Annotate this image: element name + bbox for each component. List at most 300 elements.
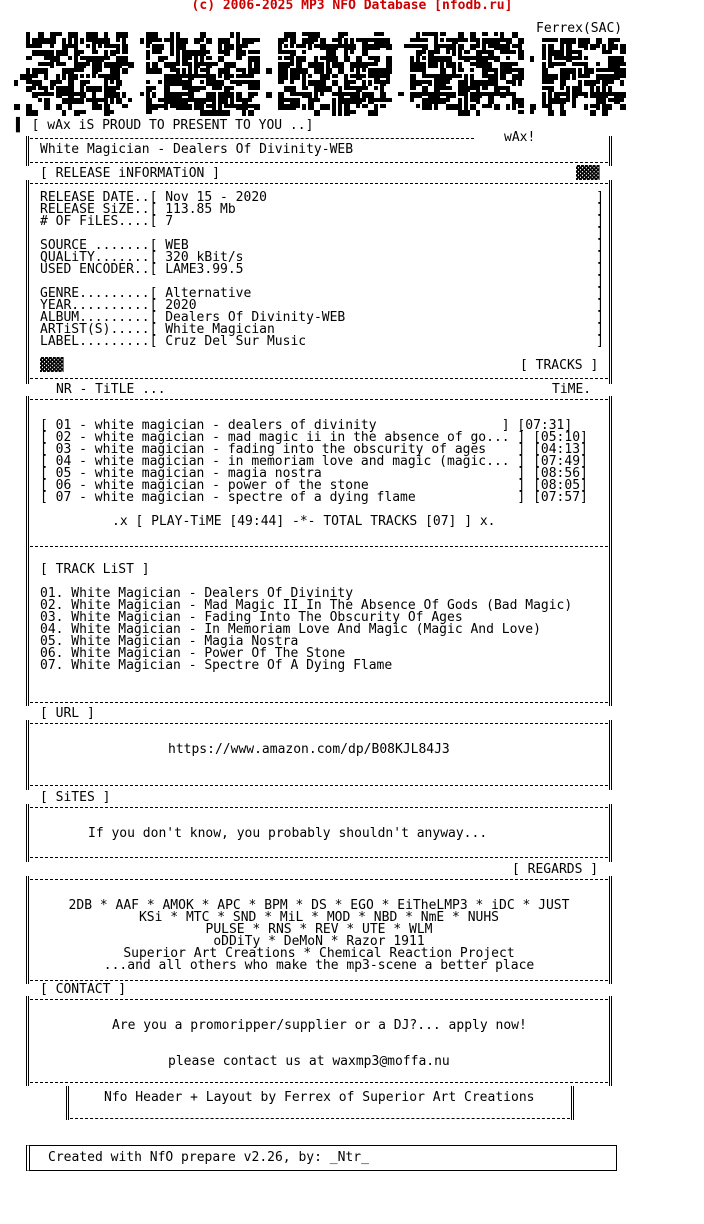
logo-pixel [494, 86, 500, 92]
logo-pixel [476, 110, 480, 116]
logo-pixel [434, 56, 440, 62]
logo-pixel [578, 86, 582, 92]
logo-pixel [446, 98, 450, 102]
logo-pixel [224, 74, 230, 80]
logo-pixel [542, 74, 548, 80]
logo-pixel [518, 98, 524, 104]
logo-pixel [518, 110, 524, 114]
logo-pixel [620, 98, 624, 102]
logo-pixel [188, 98, 194, 102]
logo-pixel [362, 68, 366, 72]
logo-pixel [146, 98, 152, 104]
logo-pixel [320, 86, 326, 92]
logo-pixel [590, 44, 596, 50]
logo-pixel [356, 56, 362, 62]
logo-pixel [248, 50, 254, 54]
logo-pixel [422, 98, 428, 104]
logo-pixel [62, 86, 68, 92]
logo-pixel [410, 86, 416, 90]
logo-pixel [104, 62, 110, 68]
logo-pixel [542, 92, 546, 98]
logo-pixel [608, 92, 614, 96]
url-link[interactable]: https://www.amazon.com/dp/B08KJL84J3 [168, 742, 450, 757]
logo-pixel [236, 68, 242, 72]
logo-pixel [590, 92, 596, 98]
logo-pixel [212, 62, 218, 66]
logo-pixel [584, 74, 590, 78]
logo-pixel [104, 44, 110, 48]
logo-pixel [470, 104, 476, 110]
logo-pixel [296, 74, 300, 80]
logo-pixel [476, 50, 482, 56]
logo-pixel [116, 50, 120, 54]
logo-pixel [176, 38, 182, 44]
bracket-close: ] [596, 226, 604, 241]
logo-pixel [614, 68, 620, 74]
logo-pixel [488, 62, 492, 68]
logo-pixel [458, 50, 462, 56]
logo-pixel [206, 56, 212, 60]
logo-pixel [368, 74, 374, 78]
logo-pixel [620, 56, 624, 62]
logo-pixel [212, 98, 216, 104]
logo-pixel [572, 104, 576, 108]
logo-pixel [572, 98, 576, 104]
logo-pixel [308, 104, 314, 110]
logo-pixel [164, 80, 170, 86]
regards-line: ...and all others who make the mp3-scene a better place [103, 958, 535, 973]
logo-pixel [146, 62, 150, 68]
logo-pixel [296, 68, 302, 74]
logo-pixel [338, 32, 344, 38]
logo-pixel [488, 50, 494, 56]
logo-pixel [152, 50, 158, 54]
logo-pixel [80, 38, 84, 44]
logo-pixel [182, 104, 188, 110]
regards-frame-left [26, 876, 29, 984]
logo-pixel [92, 86, 98, 92]
logo-pixel [68, 38, 72, 44]
logo-pixel [98, 86, 102, 92]
logo-pixel [86, 86, 92, 92]
logo-pixel [446, 104, 452, 110]
logo-pixel [590, 104, 596, 108]
logo-pixel [236, 104, 242, 110]
logo-pixel [572, 92, 578, 98]
logo-pixel [362, 62, 368, 68]
logo-pixel [500, 62, 506, 68]
logo-pixel [548, 44, 554, 50]
logo-pixel [554, 56, 560, 60]
logo-pixel [32, 80, 38, 86]
logo-pixel [284, 32, 290, 38]
logo-pixel [98, 74, 104, 78]
track-list-header: [ TRACK LiST ] [40, 562, 150, 577]
logo-pixel [572, 62, 578, 66]
logo-pixel [110, 74, 116, 80]
logo-pixel [104, 104, 110, 110]
logo-pixel [434, 86, 440, 92]
logo-pixel [38, 32, 44, 38]
logo-pixel [488, 44, 494, 48]
logo-pixel [224, 44, 230, 50]
logo-pixel [104, 50, 108, 56]
logo-pixel [428, 62, 434, 68]
logo-pixel [218, 38, 224, 44]
divider [30, 980, 608, 981]
release-info-value: WEB [165, 238, 189, 253]
logo-pixel [116, 56, 122, 62]
logo-pixel [386, 98, 392, 102]
logo-pixel [92, 92, 96, 98]
logo-pixel [422, 56, 426, 60]
logo-pixel [116, 98, 122, 104]
logo-pixel [404, 44, 410, 48]
logo-pixel [68, 74, 74, 80]
logo-pixel [542, 62, 546, 68]
logo-pixel [170, 62, 176, 68]
logo-pixel [506, 62, 512, 68]
logo-pixel [500, 68, 506, 74]
release-info-value: Alternative [165, 286, 252, 301]
logo-pixel [410, 62, 416, 68]
logo-pixel [74, 110, 80, 116]
logo-pixel [356, 104, 360, 108]
logo-pixel [80, 68, 84, 72]
logo-pixel [482, 80, 488, 86]
logo-pixel [104, 92, 110, 98]
logo-pixel [182, 74, 188, 78]
logo-pixel [428, 104, 432, 110]
logo-pixel [284, 44, 288, 48]
logo-pixel [512, 98, 518, 104]
logo-pixel [56, 50, 62, 56]
logo-pixel [602, 92, 608, 98]
logo-pixel [572, 38, 576, 44]
logo-pixel [416, 68, 422, 72]
logo-pixel [248, 86, 254, 90]
logo-pixel [110, 62, 116, 68]
logo-pixel [548, 56, 552, 62]
release-title: White Magician - Dealers Of Divinity-WEB [40, 142, 354, 157]
logo-pixel [314, 62, 320, 68]
track-row: [ 02 - white magician - mad magic ii in the absence of go... ] [05:10] [40, 430, 588, 445]
logo-pixel [278, 104, 284, 110]
logo-pixel [188, 50, 194, 56]
logo-pixel [248, 104, 254, 108]
logo-pixel [200, 38, 204, 42]
logo-pixel [362, 50, 368, 56]
logo-pixel [440, 98, 446, 104]
logo-pixel [206, 98, 212, 102]
bracket-close: ] [596, 250, 604, 265]
logo-pixel [314, 86, 320, 92]
logo-pixel [332, 104, 336, 110]
logo-pixel [296, 98, 300, 104]
logo-pixel [434, 92, 440, 98]
logo-pixel [422, 92, 428, 96]
logo-pixel [596, 44, 600, 48]
logo-pixel [566, 50, 572, 56]
logo-pixel [344, 56, 350, 62]
track-row: [ 01 - white magician - dealers of divinity ] [07:31] [40, 418, 573, 433]
logo-pixel [242, 80, 248, 84]
logo-pixel [416, 50, 422, 56]
logo-pixel [374, 32, 380, 36]
logo-pixel [344, 86, 350, 90]
track-list-item: 04. White Magician - In Memoriam Love And Magic (Magic And Love) [40, 622, 541, 637]
logo-pixel [422, 104, 428, 110]
logo-pixel [278, 62, 284, 68]
logo-pixel [284, 50, 290, 54]
logo-pixel [578, 56, 582, 60]
release-info-label: ARTiST(S).....[ [40, 322, 166, 337]
logo-pixel [278, 68, 284, 74]
logo-pixel [146, 38, 152, 44]
logo-pixel [284, 74, 288, 80]
logo-pixel [416, 44, 422, 48]
logo-pixel [500, 92, 506, 98]
logo-pixel [188, 68, 192, 74]
logo-pixel [110, 80, 114, 84]
logo-pixel [110, 68, 116, 74]
logo-pixel [80, 86, 84, 92]
regards-line: PULSE * RNS * REV * UTE * WLM [205, 922, 433, 937]
logo-pixel [416, 32, 420, 38]
logo-pixel [98, 38, 104, 44]
logo-pixel [200, 62, 206, 66]
logo-pixel [26, 86, 32, 92]
logo-pixel [422, 86, 428, 92]
logo-pixel [464, 80, 468, 86]
logo-pixel [224, 110, 230, 116]
logo-pixel [440, 56, 446, 62]
logo-pixel [440, 38, 444, 42]
logo-pixel [314, 110, 320, 116]
logo-pixel [470, 56, 476, 60]
logo-pixel [356, 68, 360, 74]
logo-pixel [422, 68, 426, 74]
logo-pixel [602, 86, 606, 92]
logo-pixel [248, 38, 254, 44]
bracket-close: ] [596, 286, 604, 301]
logo-pixel [542, 38, 548, 42]
divider [30, 183, 608, 184]
logo-pixel [434, 38, 438, 44]
logo-pixel [62, 110, 66, 116]
logo-pixel [200, 98, 206, 104]
logo-pixel [518, 56, 524, 60]
logo-pixel [470, 68, 474, 72]
logo-pixel [440, 68, 446, 74]
logo-pixel [206, 50, 210, 54]
track-row: [ 04 - white magician - in memoriam love and magic (magic... ] [07:49] [40, 454, 588, 469]
logo-pixel [200, 74, 206, 78]
logo-pixel [230, 104, 236, 108]
logo-pixel [200, 110, 206, 116]
logo-pixel [578, 80, 582, 86]
logo-pixel [566, 56, 572, 62]
track-list-item: 02. White Magician - Mad Magic II In The Absence Of Gods (Bad Magic) [40, 598, 573, 613]
logo-pixel [590, 86, 594, 92]
logo-pixel [56, 56, 60, 62]
release-frame-right [608, 180, 612, 384]
logo-pixel [332, 62, 338, 68]
logo-pixel [116, 68, 120, 74]
logo-pixel [284, 62, 290, 68]
logo-pixel [170, 38, 174, 44]
logo-pixel [212, 74, 216, 80]
logo-pixel [92, 68, 98, 74]
logo-pixel [374, 110, 378, 116]
logo-pixel [74, 56, 78, 62]
logo-pixel [602, 80, 608, 86]
release-info-value: Cruz Del Sur Music [165, 334, 307, 349]
logo-pixel [44, 68, 48, 74]
logo-pixel [224, 98, 228, 104]
logo-pixel [338, 86, 342, 92]
logo-pixel [98, 98, 104, 102]
logo-pixel [236, 92, 242, 98]
logo-pixel [458, 110, 464, 116]
logo-pixel [50, 92, 54, 96]
logo-pixel [368, 62, 374, 66]
logo-pixel [182, 80, 188, 86]
logo-pixel [602, 44, 606, 50]
logo-pixel [434, 74, 440, 80]
logo-pixel [326, 86, 332, 92]
logo-pixel [182, 44, 186, 50]
track-list-item: 03. White Magician - Fading Into The Obscurity Of Ages [40, 610, 463, 625]
logo-pixel [314, 44, 320, 48]
logo-pixel [200, 80, 204, 84]
logo-pixel [452, 38, 458, 44]
logo-pixel [122, 56, 128, 62]
logo-pixel [80, 110, 86, 114]
logo-pixel [416, 38, 422, 42]
logo-pixel [458, 104, 462, 110]
logo-pixel [146, 104, 152, 110]
logo-pixel [608, 74, 614, 80]
logo-pixel [506, 44, 510, 50]
logo-pixel [488, 98, 494, 104]
logo-pixel [470, 38, 476, 42]
logo-pixel [326, 74, 330, 80]
logo-pixel [482, 86, 488, 90]
logo-pixel [182, 50, 188, 56]
logo-pixel [410, 56, 414, 62]
logo-pixel [110, 50, 116, 56]
logo-pixel [560, 104, 564, 110]
logo-pixel [218, 80, 224, 86]
logo-pixel [578, 50, 582, 56]
divider [30, 723, 608, 724]
tracks-col-time: TiME. [552, 382, 592, 397]
logo-pixel [596, 86, 600, 92]
logo-pixel [458, 44, 464, 50]
logo-pixel [380, 104, 386, 108]
logo-pixel [548, 62, 554, 68]
logo-pixel [566, 86, 570, 92]
logo-pixel [200, 86, 206, 90]
logo-pixel [290, 92, 296, 96]
logo-pixel [170, 92, 176, 98]
logo-pixel [290, 62, 294, 66]
logo-pixel [62, 62, 66, 66]
logo-pixel [212, 92, 216, 98]
logo-pixel [416, 80, 422, 86]
logo-pixel [218, 104, 222, 110]
logo-pixel [230, 80, 236, 84]
logo-pixel [236, 80, 242, 86]
logo-pixel [602, 74, 608, 80]
logo-pixel [590, 80, 596, 86]
logo-pixel [32, 38, 38, 44]
logo-pixel [194, 62, 200, 68]
logo-pixel [458, 38, 464, 42]
logo-pixel [290, 44, 294, 48]
logo-pixel [446, 62, 452, 68]
logo-pixel [314, 68, 320, 74]
logo-pixel [488, 56, 494, 60]
bracket-close: ] [596, 298, 604, 313]
logo-pixel [446, 86, 452, 90]
logo-pixel [122, 68, 128, 74]
logo-pixel [350, 38, 354, 44]
logo-pixel [248, 110, 254, 116]
release-info-value: 2020 [165, 298, 197, 313]
logo-pixel [254, 86, 260, 90]
regards-line: Superior Art Creations * Chemical Reaction Project [123, 946, 515, 961]
logo-pixel [176, 50, 180, 56]
logo-pixel [332, 50, 336, 56]
release-info-row [40, 336, 604, 348]
logo-pixel [608, 38, 614, 44]
logo-pixel [332, 110, 336, 116]
logo-pixel [584, 68, 590, 74]
logo-pixel [164, 74, 170, 80]
logo-pixel [440, 44, 446, 48]
logo-pixel [248, 98, 252, 102]
logo-pixel [296, 92, 302, 96]
logo-pixel [176, 98, 182, 104]
logo-pixel [512, 68, 518, 72]
logo-pixel [296, 104, 300, 108]
logo-pixel [566, 44, 572, 50]
logo-pixel [158, 38, 162, 42]
logo-pixel [218, 44, 222, 50]
logo-pixel [302, 56, 306, 62]
logo-pixel [380, 32, 384, 36]
logo-pixel [224, 104, 230, 108]
logo-pixel [620, 80, 624, 86]
logo-pixel [296, 44, 302, 48]
release-info-value: 113.85 Mb [165, 202, 236, 217]
logo-pixel [416, 104, 420, 108]
logo-pixel [302, 92, 308, 98]
logo-pixel [92, 104, 98, 110]
logo-pixel [344, 80, 350, 86]
logo-pixel [410, 80, 416, 86]
logo-pixel [50, 32, 56, 38]
logo-pixel [152, 104, 158, 110]
logo-pixel [464, 74, 468, 80]
logo-pixel [596, 80, 600, 84]
logo-pixel [560, 80, 566, 86]
logo-pixel [86, 80, 90, 84]
logo-pixel [152, 32, 158, 38]
logo-pixel [80, 50, 84, 54]
